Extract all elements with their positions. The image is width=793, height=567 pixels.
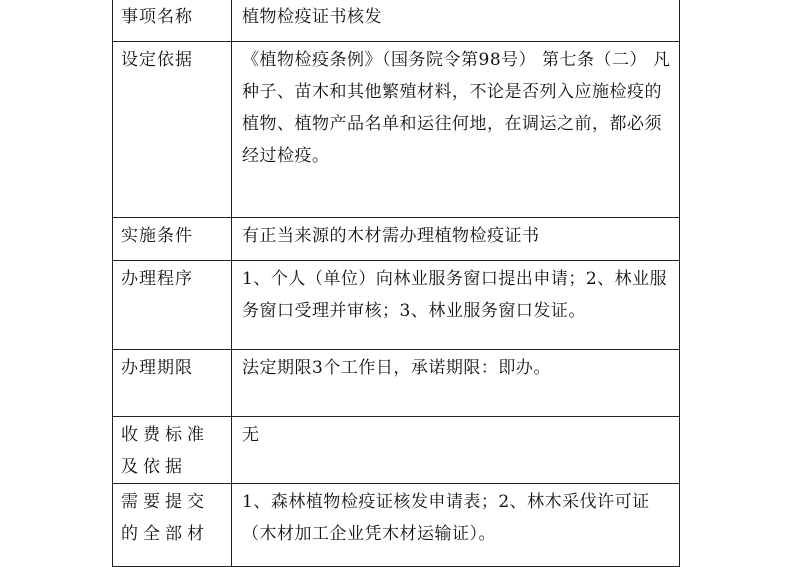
table-row <box>113 0 680 42</box>
row-value <box>232 350 680 417</box>
row-label: 设定依据 <box>113 42 232 218</box>
table-row <box>113 218 680 261</box>
row-value-text: 法定期限3个工作日，承诺期限：即办。 <box>242 358 551 378</box>
row-value <box>232 0 680 42</box>
row-value-text: 有正当来源的木材需办理植物检疫证书 <box>242 226 540 246</box>
table-row <box>113 42 680 218</box>
row-label: 需要提交的全部材 <box>113 484 232 567</box>
table-row <box>113 350 680 417</box>
service-info-table <box>112 0 680 567</box>
row-label: 实施条件 <box>113 218 232 261</box>
row-value-text: 无 <box>242 425 260 445</box>
document-page <box>112 0 680 567</box>
table-row <box>113 417 680 484</box>
row-value <box>232 484 680 567</box>
row-value-text: 《植物检疫条例》（国务院令第98号） 第七条（二） 凡种子、苗木和其他繁殖材料，不论是否列入应施检疫的植物、植物产品名单和运往何地，在调运之前，都必须经过检疫。 <box>242 50 671 166</box>
row-label: 事项名称 <box>113 0 232 42</box>
row-label: 收费标准及依据 <box>113 417 232 484</box>
row-value <box>232 417 680 484</box>
row-value-text: 1、森林植物检疫证核发申请表；2、林木采伐许可证（木材加工企业凭木材运输证）。 <box>242 492 650 544</box>
row-label: 办理期限 <box>113 350 232 417</box>
row-value <box>232 261 680 350</box>
row-value-text: 1、个人（单位）向林业服务窗口提出申请；2、林业服务窗口受理并审核；3、林业服务窗口发证。 <box>242 269 668 321</box>
row-label: 办理程序 <box>113 261 232 350</box>
row-value-text: 植物检疫证书核发 <box>242 7 382 27</box>
row-value <box>232 218 680 261</box>
table-row <box>113 484 680 567</box>
table-row <box>113 261 680 350</box>
row-value <box>232 42 680 218</box>
